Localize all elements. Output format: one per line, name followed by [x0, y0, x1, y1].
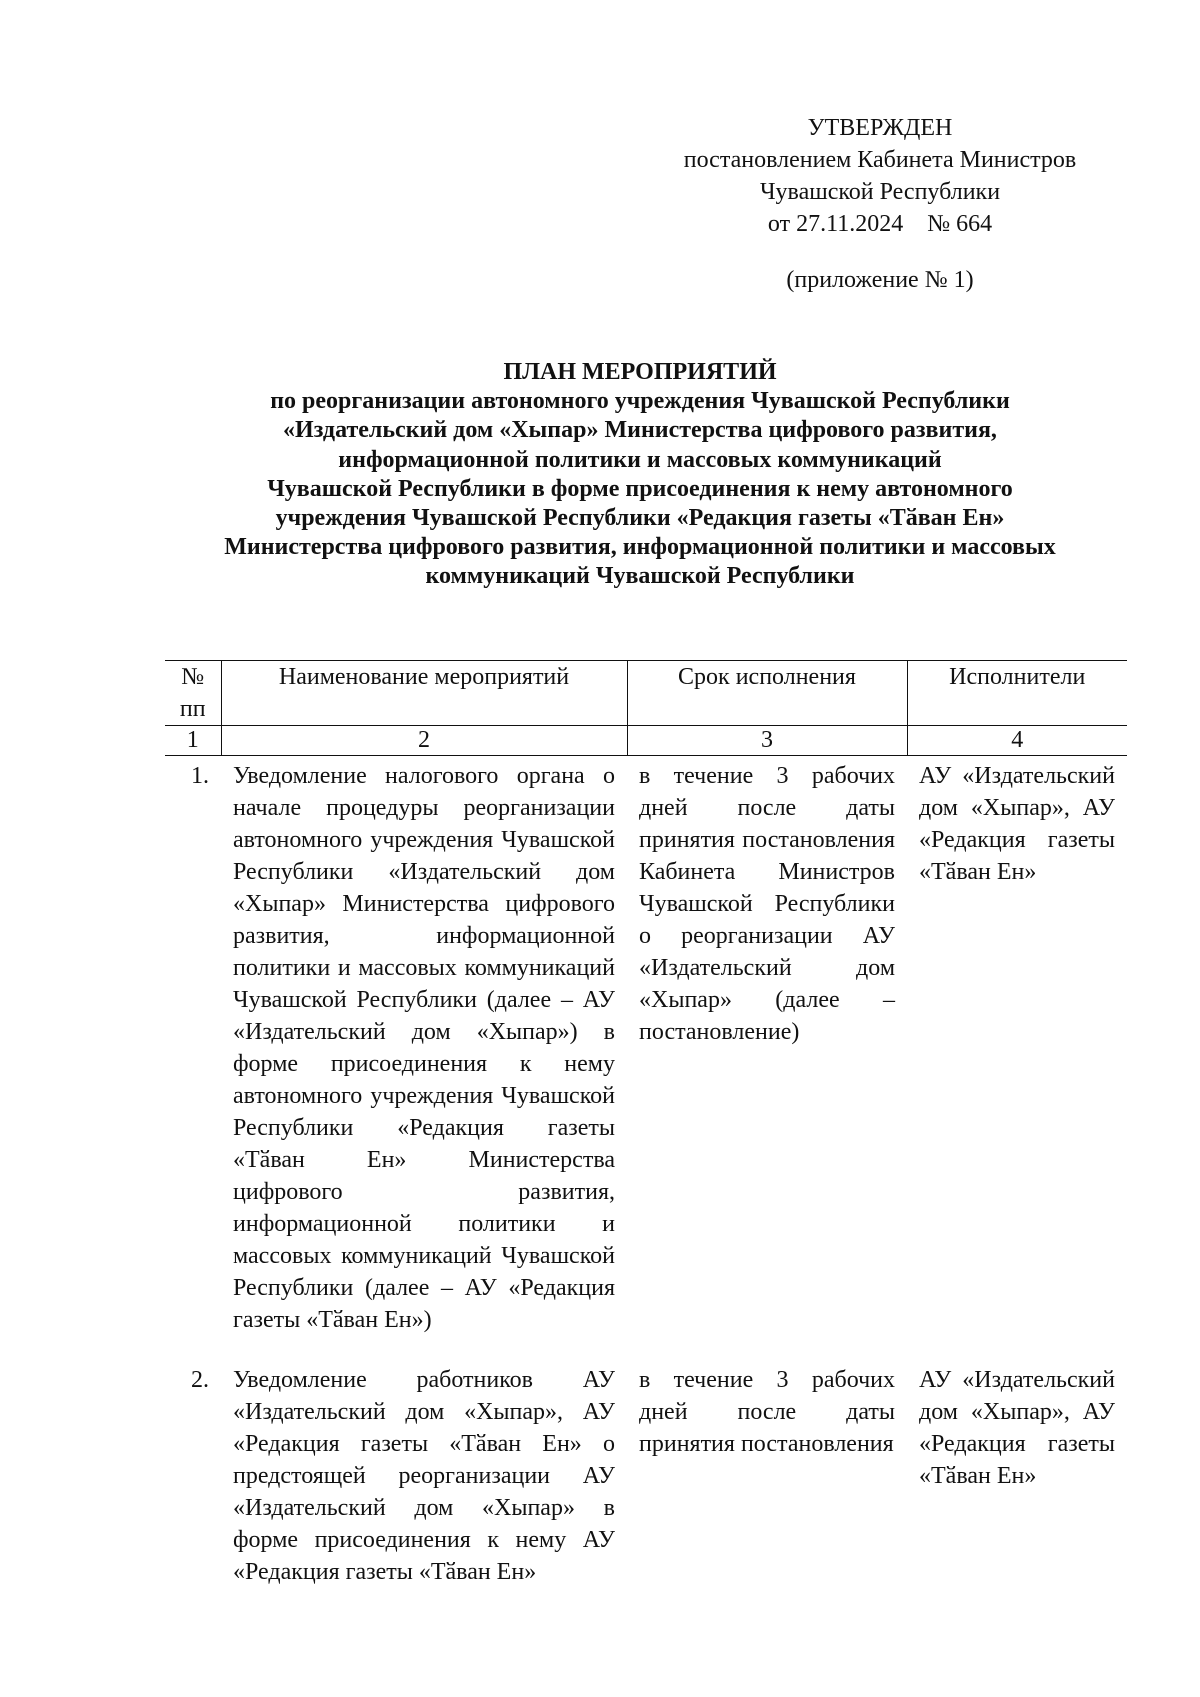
header-name: Наименование мероприятий [221, 661, 627, 726]
column-number: 4 [907, 726, 1127, 756]
title-line: по реорганизации автономного учреждения Чувашской Республики [270, 388, 1010, 415]
table-row [165, 756, 1127, 1337]
title-line: Чувашской Республики в форме присоединения к нему автономного [267, 475, 1013, 502]
title-line: учреждения Чувашской Республики «Редакция газеты «Тӑван Ен» [275, 505, 1005, 532]
row-deadline: в течение 3 рабочих дней после даты принятия постановления Кабинета Министров Чувашской Республики о реорганизации АУ «Издательский дом «Хыпар» (далее – постановление) [639, 763, 895, 1045]
title-heading: ПЛАН МЕРОПРИЯТИЙ [503, 359, 777, 385]
column-number: 3 [627, 726, 907, 756]
table-header-row [165, 661, 1127, 726]
column-number-row [165, 726, 1127, 756]
plan-table [165, 660, 1127, 1588]
column-number: 1 [165, 726, 221, 756]
table-row [165, 1336, 1127, 1588]
title-line: информационной политики и массовых коммуникаций [338, 446, 942, 473]
row-name: Уведомление работников АУ «Издательский дом «Хыпар», АУ «Редакция газеты «Тӑван Ен» о предстоящей реорганизации АУ «Издательский дом «Хыпар» в форме присоединения к нему АУ «Редакция газеты «Тӑван Ен» [233, 1367, 615, 1585]
title-line: Министерства цифрового развития, информационной политики и массовых [224, 534, 1056, 561]
approval-date-number: от 27.11.2024 № 664 [767, 211, 993, 237]
header-num: № пп [165, 661, 221, 726]
header-deadline: Срок исполнения [627, 661, 907, 726]
row-name: Уведомление налогового органа о начале процедуры реорганизации автономного учреждения Чувашской Республики «Издательский дом «Хыпар» Министерства цифрового развития, информационной политики и массовых коммуникаций Чувашской Республики (далее – АУ «Издательский дом «Хыпар») в форме присоединения к нему автономного учреждения Чувашской Республики «Редакция газеты «Тӑван Ен» Министерства цифрового развития, информационной политики и массовых коммуникаций Чувашской Республики (далее – АУ «Редакция газеты «Тӑван Ен») [233, 763, 615, 1333]
header-executors: Исполнители [907, 661, 1127, 726]
row-number: 2. [191, 1367, 209, 1393]
appendix-label: (приложение № 1) [786, 267, 974, 293]
row-executors: АУ «Издательский дом «Хыпар», АУ «Редакция газеты «Тӑван Ен» [919, 1367, 1115, 1489]
row-deadline: в течение 3 рабочих дней после даты принятия постановления [639, 1367, 895, 1457]
column-number: 2 [221, 726, 627, 756]
title-line: «Издательский дом «Хыпар» Министерства цифрового развития, [283, 417, 997, 444]
approval-republic: Чувашской Республики [759, 179, 1001, 205]
approval-heading: УТВЕРЖДЕН [807, 115, 953, 141]
approval-block [640, 112, 1120, 240]
row-executors: АУ «Издательский дом «Хыпар», АУ «Редакция газеты «Тӑван Ен» [919, 763, 1115, 885]
document-title [150, 358, 1130, 592]
row-number: 1. [191, 763, 209, 789]
approval-resolution: постановлением Кабинета Министров [683, 147, 1077, 173]
title-line: коммуникаций Чувашской Республики [425, 563, 855, 590]
